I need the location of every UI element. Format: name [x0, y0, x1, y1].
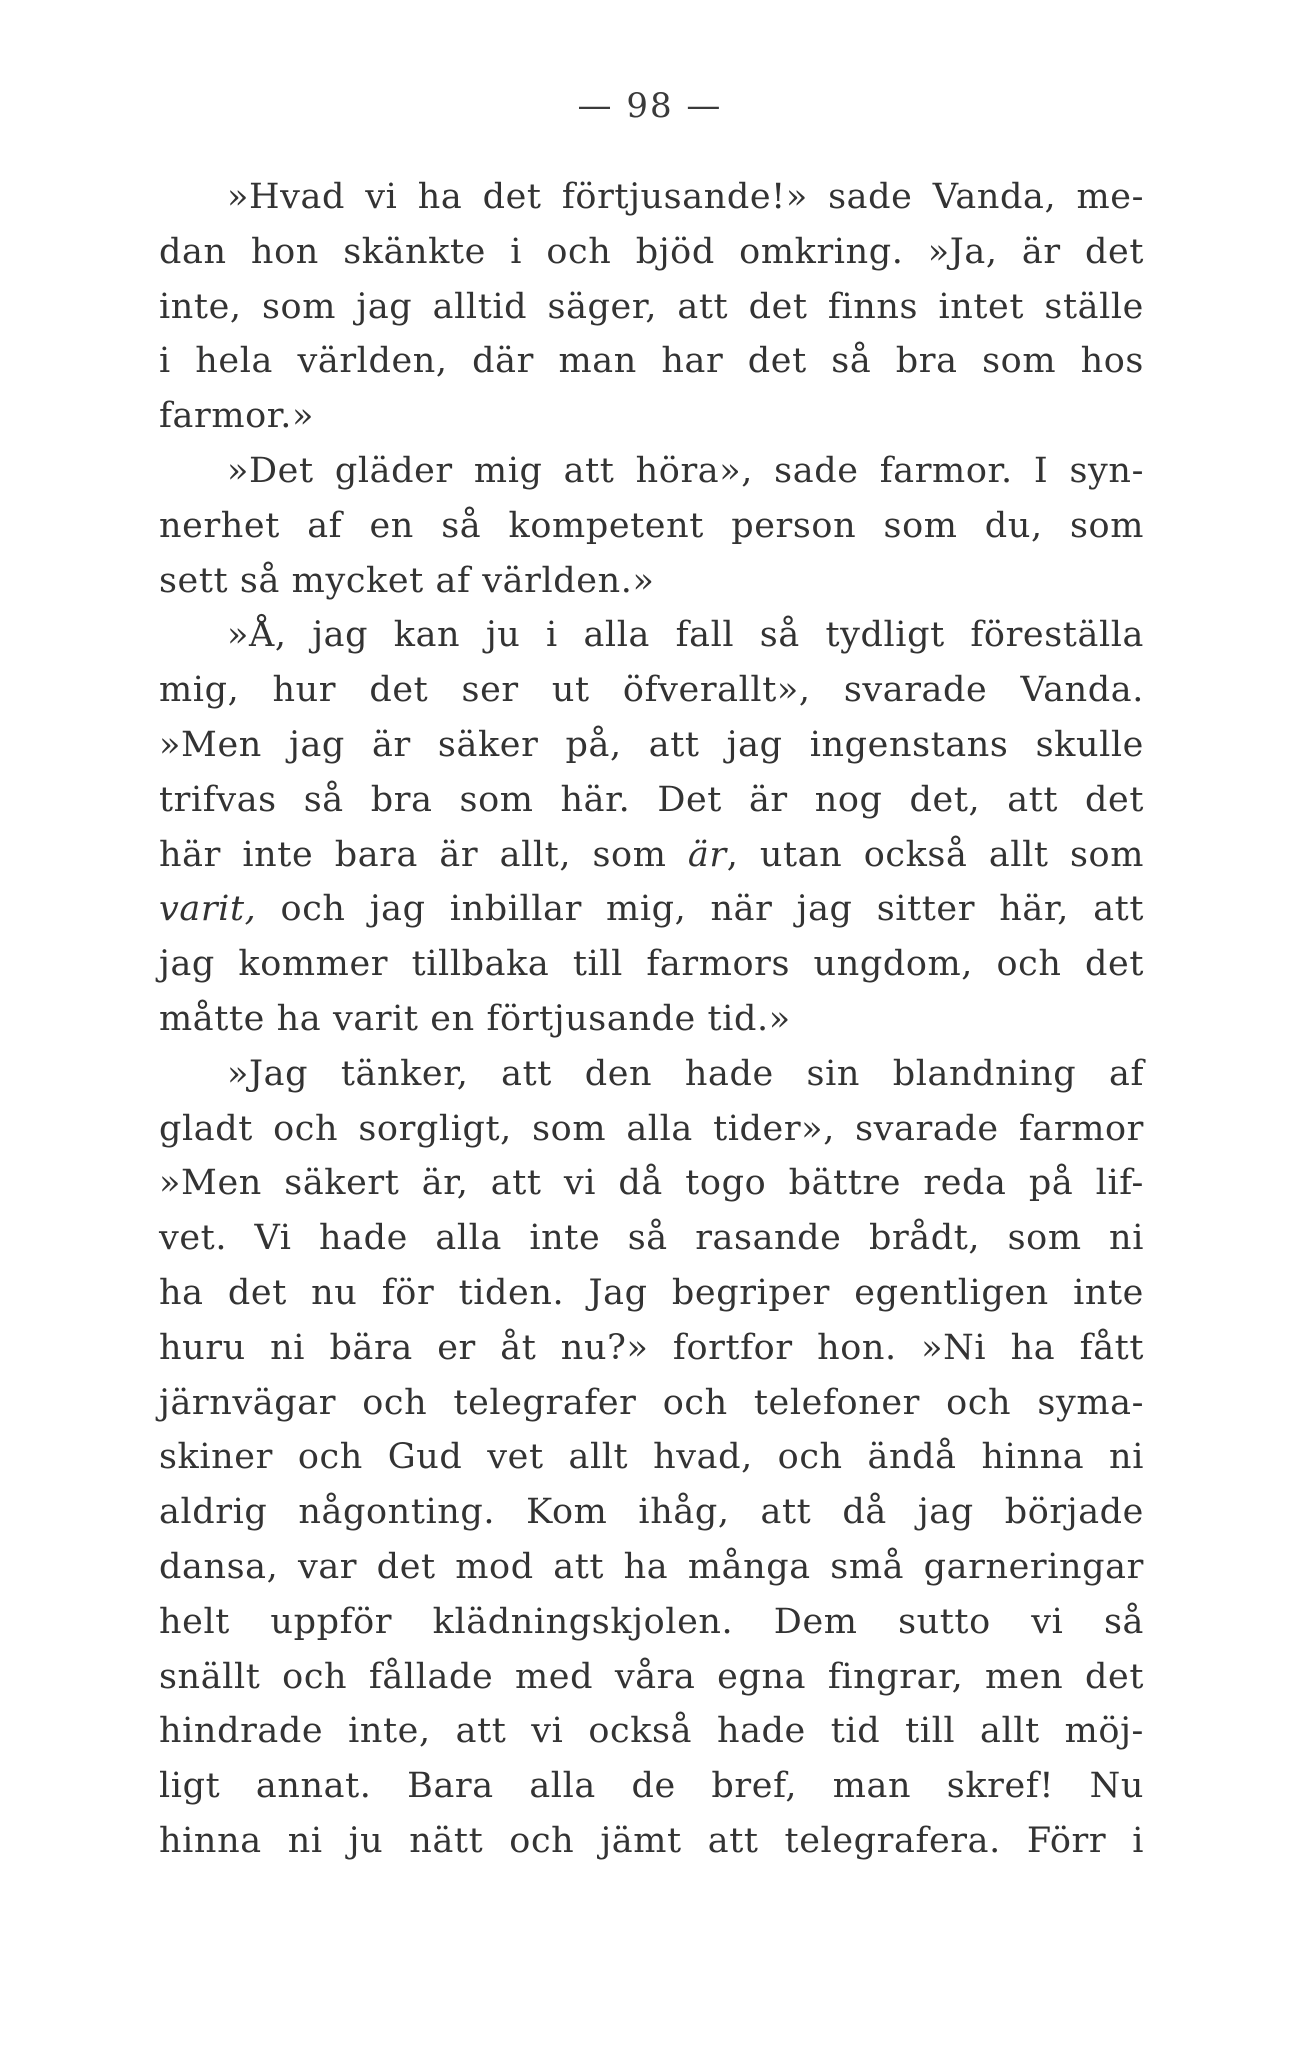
- text-line-content-after: och jag inbillar mig, när jag sitter här, att: [256, 889, 1144, 930]
- text-line: [159, 1650, 1144, 1705]
- page-number: — 98 —: [577, 86, 723, 126]
- text-line-content: »Jag tänker, att den hade sin blandning af: [227, 1053, 1144, 1094]
- text-line-content: i hela världen, där man har det så bra som hos: [159, 341, 1144, 382]
- text-line: [159, 992, 1144, 1047]
- text-line: [159, 608, 1144, 663]
- text-line: [159, 718, 1144, 773]
- text-line: [159, 444, 1144, 499]
- text-line-content: hinna ni ju nätt och jämt att telegrafera. Förr i: [159, 1820, 1144, 1861]
- text-line-content: snällt och fållade med våra egna fingrar, men det: [159, 1656, 1144, 1697]
- text-line-content: nerhet af en så kompetent person som du, som: [159, 505, 1144, 546]
- text-line-content: hindrade inte, att vi också hade tid till allt möj-: [159, 1711, 1144, 1752]
- text-line-content: måtte ha varit en förtjusande tid.»: [159, 998, 791, 1039]
- text-line: [159, 1156, 1144, 1211]
- text-line-content: här inte bara är allt, som: [159, 834, 688, 875]
- text-line: [159, 937, 1144, 992]
- text-line-content: dansa, var det mod att ha många små garneringar: [159, 1546, 1144, 1587]
- text-line: [159, 1814, 1144, 1869]
- text-line: [159, 499, 1144, 554]
- text-line: [159, 170, 1144, 225]
- text-line: [159, 882, 1144, 937]
- text-line-content: inte, som jag alltid säger, att det finns intet ställe: [159, 286, 1144, 327]
- text-line-content: helt uppför klädningskjolen. Dem sutto vi så: [159, 1601, 1144, 1642]
- text-line-content: sett så mycket af världen.»: [159, 560, 655, 601]
- text-line-content: »Hvad vi ha det förtjusande!» sade Vanda, me-: [227, 177, 1144, 217]
- italic-word: är: [687, 834, 727, 875]
- text-line: [159, 1102, 1144, 1157]
- text-line-content: gladt och sorgligt, som alla tider», svarade farmor: [159, 1108, 1144, 1149]
- text-line-content: huru ni bära er åt nu?» fortfor hon. »Ni ha fått: [159, 1327, 1144, 1368]
- text-line: [159, 334, 1144, 389]
- text-line: [159, 1759, 1144, 1814]
- text-line-content: trifvas så bra som här. Det är nog det, att det: [159, 779, 1144, 820]
- text-line-content: jag kommer tillbaka till farmors ungdom, och det: [159, 944, 1144, 985]
- text-line: [159, 1376, 1144, 1431]
- text-line-content: ligt annat. Bara alla de bref, man skref! Nu: [159, 1766, 1144, 1807]
- text-line: [159, 1266, 1144, 1321]
- text-line-content: farmor.»: [159, 396, 315, 437]
- text-line-content: »Det gläder mig att höra», sade farmor. I syn-: [227, 450, 1144, 491]
- text-line: [159, 1430, 1144, 1485]
- text-line: [159, 225, 1144, 280]
- text-line-content: »Men säkert är, att vi då togo bättre reda på lif-: [159, 1163, 1144, 1204]
- text-line-content: »Å, jag kan ju i alla fall så tydligt föreställa: [227, 615, 1144, 656]
- italic-word: varit,: [159, 889, 257, 930]
- text-line: [159, 1211, 1144, 1266]
- text-line-content: mig, hur det ser ut öfverallt», svarade Vanda.: [159, 670, 1144, 711]
- text-line-content: aldrig någonting. Kom ihåg, att då jag började: [159, 1492, 1144, 1533]
- text-line-content: skiner och Gud vet allt hvad, och ändå hinna ni: [159, 1437, 1144, 1478]
- text-line: [159, 828, 1144, 883]
- text-line-content: järnvägar och telegrafer och telefoner och syma-: [159, 1382, 1144, 1423]
- text-line-content: »Men jag är säker på, att jag ingenstans skulle: [159, 724, 1144, 765]
- text-line: [159, 1047, 1144, 1102]
- text-line: [159, 1485, 1144, 1540]
- text-line: [159, 554, 1144, 609]
- text-line: [159, 1704, 1144, 1759]
- text-line-content: dan hon skänkte i och bjöd omkring. »Ja, är det: [159, 231, 1144, 272]
- text-line: [159, 389, 1144, 444]
- text-line: [159, 773, 1144, 828]
- text-line: [159, 1540, 1144, 1595]
- text-line-content: ha det nu för tiden. Jag begriper egentligen inte: [159, 1272, 1144, 1313]
- text-line: [159, 663, 1144, 718]
- text-line: [159, 1595, 1144, 1650]
- text-line-content: vet. Vi hade alla inte så rasande brådt, som ni: [159, 1218, 1144, 1259]
- text-line-content-after: , utan också allt som: [726, 834, 1144, 875]
- text-line: [159, 280, 1144, 335]
- text-line: [159, 1321, 1144, 1376]
- body-text: [159, 170, 1144, 1869]
